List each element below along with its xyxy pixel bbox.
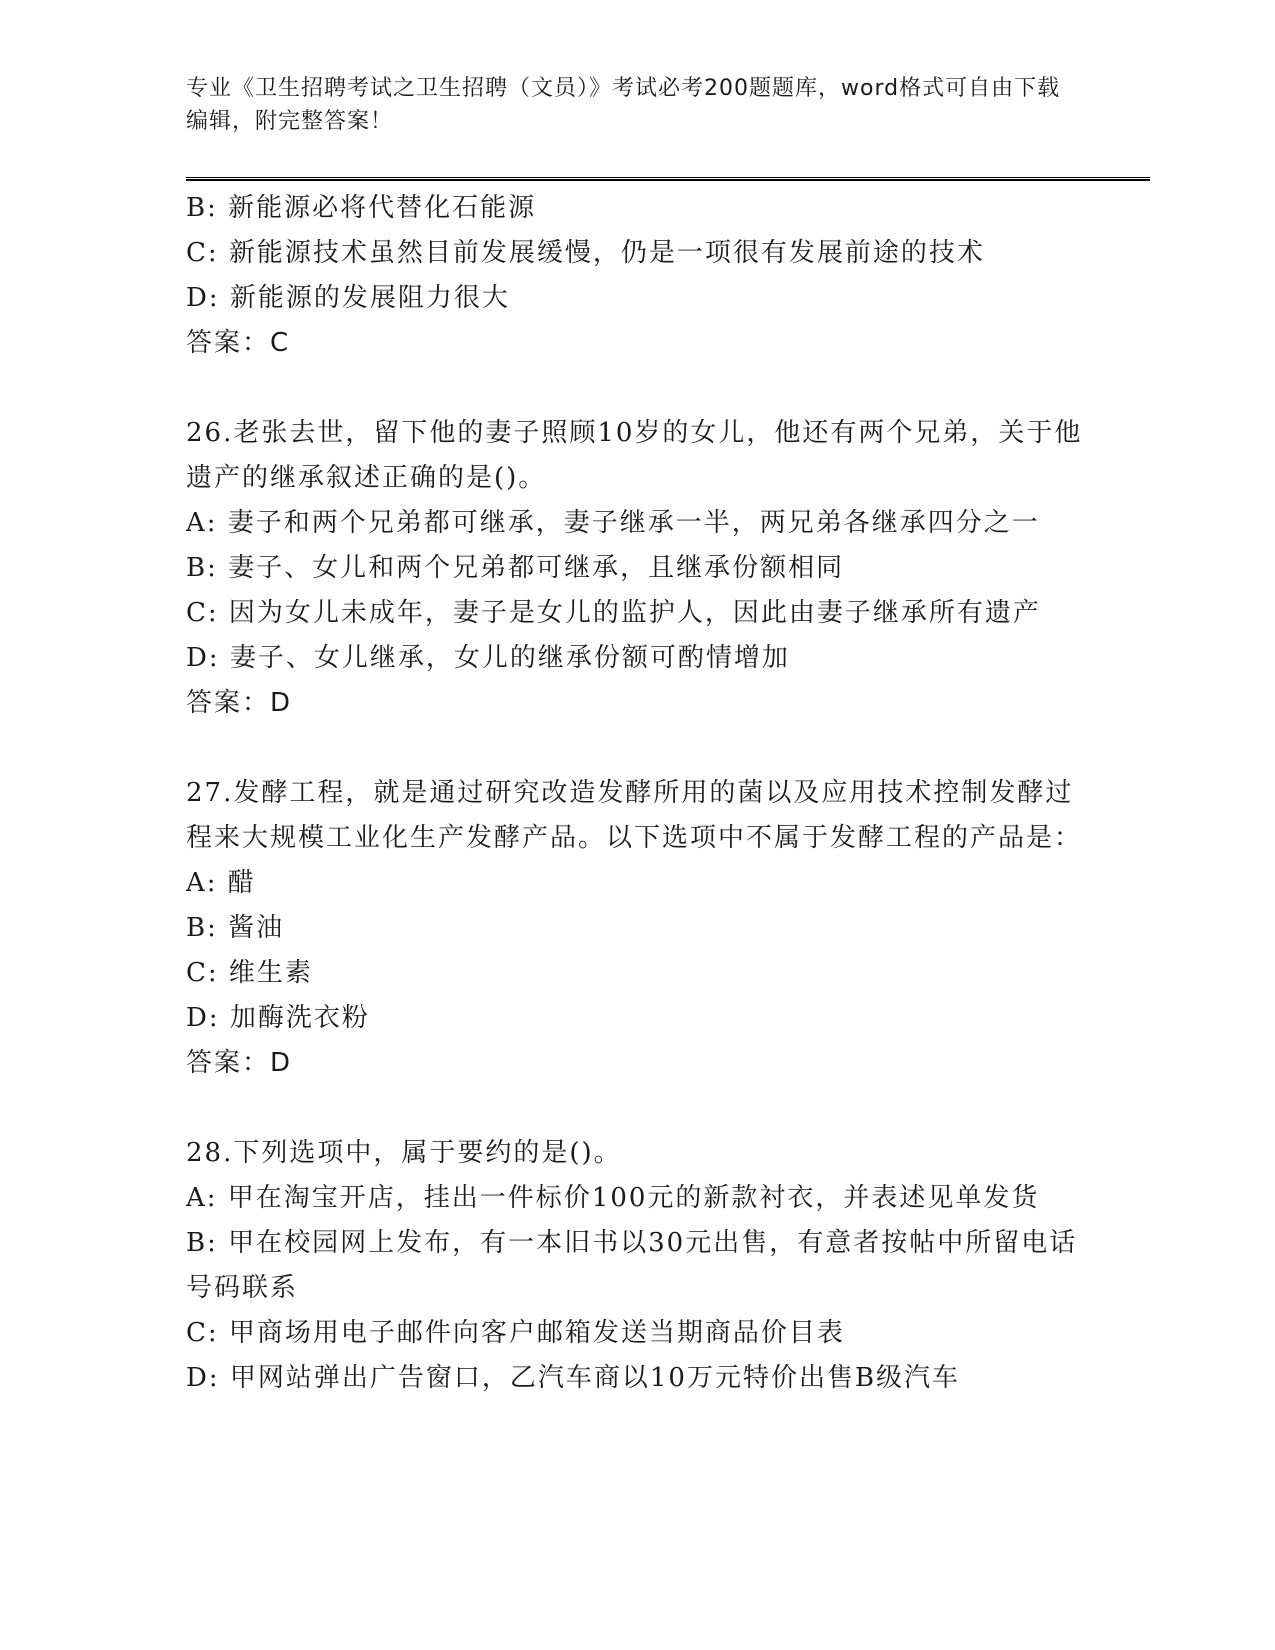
answer: 答案：C xyxy=(186,328,291,358)
option-d: D: 新能源的发展阻力很大 xyxy=(186,283,510,313)
question-28 xyxy=(186,1131,1086,1401)
question-content xyxy=(186,186,1086,1401)
question-25 xyxy=(186,186,1086,366)
option-c: C: 新能源技术虽然目前发展缓慢，仍是一项很有发展前途的技术 xyxy=(186,238,985,268)
option-b: B: 妻子、女儿和两个兄弟都可继承，且继承份额相同 xyxy=(186,553,845,583)
option-a: A: 甲在淘宝开店，挂出一件标价100元的新款衬衣，并表述见单发货 xyxy=(186,1183,1040,1213)
option-c: C: 因为女儿未成年，妻子是女儿的监护人，因此由妻子继承所有遗产 xyxy=(186,598,1041,628)
answer: 答案：D xyxy=(186,688,293,718)
question-stem: 26.老张去世，留下他的妻子照顾10岁的女儿，他还有两个兄弟，关于他遗产的继承叙述正确的是()。 xyxy=(186,418,1083,493)
question-stem: 28.下列选项中，属于要约的是()。 xyxy=(186,1138,622,1168)
document-header: 专业《卫生招聘考试之卫生招聘（文员）》考试必考200题题库，word格式可自由下载编辑，附完整答案！ xyxy=(186,76,1061,134)
option-a: A: 妻子和两个兄弟都可继承，妻子继承一半，两兄弟各继承四分之一 xyxy=(186,508,1040,538)
answer: 答案：D xyxy=(186,1048,293,1078)
option-c: C: 维生素 xyxy=(186,958,313,988)
option-a: A: 醋 xyxy=(186,868,256,898)
option-b: B: 酱油 xyxy=(186,913,285,943)
option-d: D: 甲网站弹出广告窗口，乙汽车商以10万元特价出售B级汽车 xyxy=(186,1363,961,1393)
question-27 xyxy=(186,771,1086,1086)
option-c: C: 甲商场用电子邮件向客户邮箱发送当期商品价目表 xyxy=(186,1318,845,1348)
question-26 xyxy=(186,411,1086,726)
option-d: D: 妻子、女儿继承，女儿的继承份额可酌情增加 xyxy=(186,643,790,673)
option-d: D: 加酶洗衣粉 xyxy=(186,1003,370,1033)
header-rule xyxy=(186,177,1150,181)
option-b: B: 甲在校园网上发布，有一本旧书以30元出售，有意者按帖中所留电话号码联系 xyxy=(186,1228,1078,1303)
option-b: B: 新能源必将代替化石能源 xyxy=(186,193,537,223)
question-stem: 27.发酵工程，就是通过研究改造发酵所用的菌以及应用技术控制发酵过程来大规模工业化生产发酵产品。以下选项中不属于发酵工程的产品是： xyxy=(186,778,1083,853)
